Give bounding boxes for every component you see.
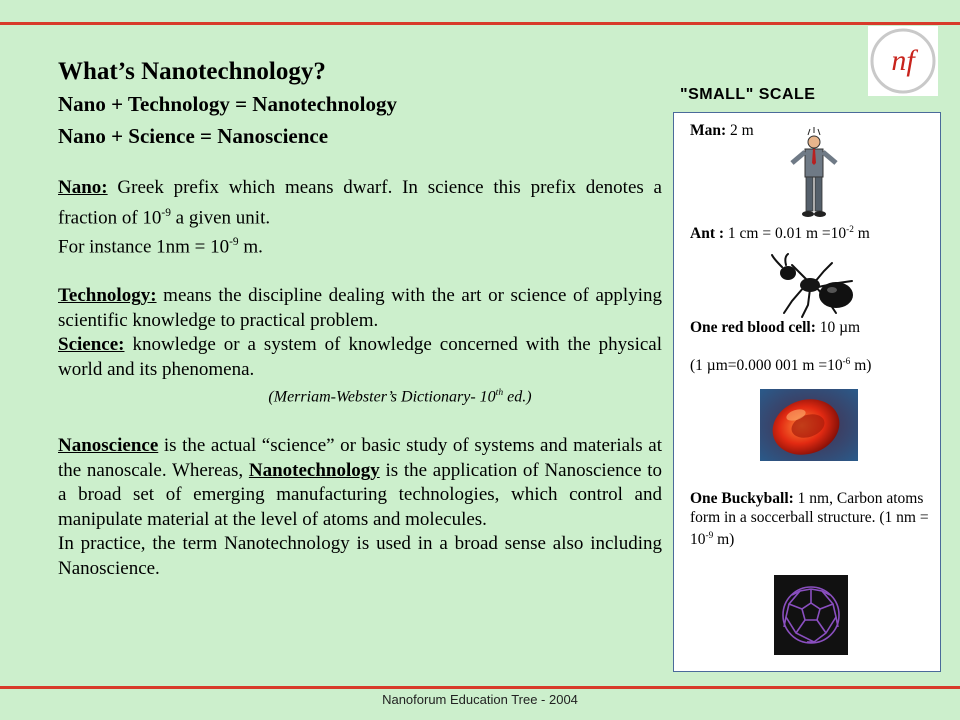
man-label: Man: 2 m [690,122,754,139]
subtitle-nanotechnology: Nano + Technology = Nanotechnology [58,92,397,116]
science-definition: Science: knowledge or a system of knowledge concerned with the physical world and its phenomena. [58,334,662,380]
footer: Nanoforum Education Tree - 2004 [382,692,578,707]
small-scale-title: "SMALL" SCALE [680,86,816,103]
bottom-rule [0,686,960,689]
buckyball-image [774,575,848,655]
top-rule [0,22,960,25]
citation: (Merriam-Webster’s Dictionary- 10th ed.) [268,387,532,406]
micrometer-conversion: (1 µm=0.000 001 $m =10^{-6}$ m) [690,357,872,375]
svg-text:nf: nf [891,44,915,77]
nanoforum-logo [868,26,938,96]
small-scale-panel [673,112,941,672]
practice-paragraph: In practice, the term Nanotechnology is used in a broad sense also including Nanoscience. [58,533,662,579]
ant-icon [770,253,862,319]
buckyball-label: One Buckyball: 1 nm, Carbon atoms form in a soccerball structure. (1 nm = $10^{-9}$ m) [690,490,929,549]
technology-term: Technology: [58,285,157,307]
man-icon [786,127,842,219]
nanoscience-term: Nanoscience [58,435,159,457]
blood-cell-label: One red blood cell: 10 µm [690,319,861,336]
ant-label: Ant : 1 cm = 0.01 $m =10^{-2}$ m [690,225,870,243]
red-blood-cell-image [760,389,858,461]
nanoscience-paragraph: Nanoscience is the actual “science” or basic study of systems and materials at the nanoscale. Whereas, Nanotechnology is the application of Nanoscience to a broad set of emerging manufacturing technologies, which control and manipulate material at the level of atoms and molecules. [58,435,662,530]
science-term: Science: [58,334,125,356]
page-title: What’s Nanotechnology? [58,58,326,85]
main-text [58,58,662,581]
nano-term: Nano: [58,177,108,198]
technology-definition: Technology: means the discipline dealing with the art or science of applying scientific knowledge to practical problem. [58,285,662,331]
subtitle-nanoscience: Nano + Science = Nanoscience [58,124,329,148]
nanotechnology-term: Nanotechnology [248,459,380,481]
nano-definition: Nano: Greek prefix which means dwarf. In science this prefix denotes a fraction of $10^{-9}$ a given unit. For instance $1nm = 10^{-9}$ m. [58,177,662,258]
